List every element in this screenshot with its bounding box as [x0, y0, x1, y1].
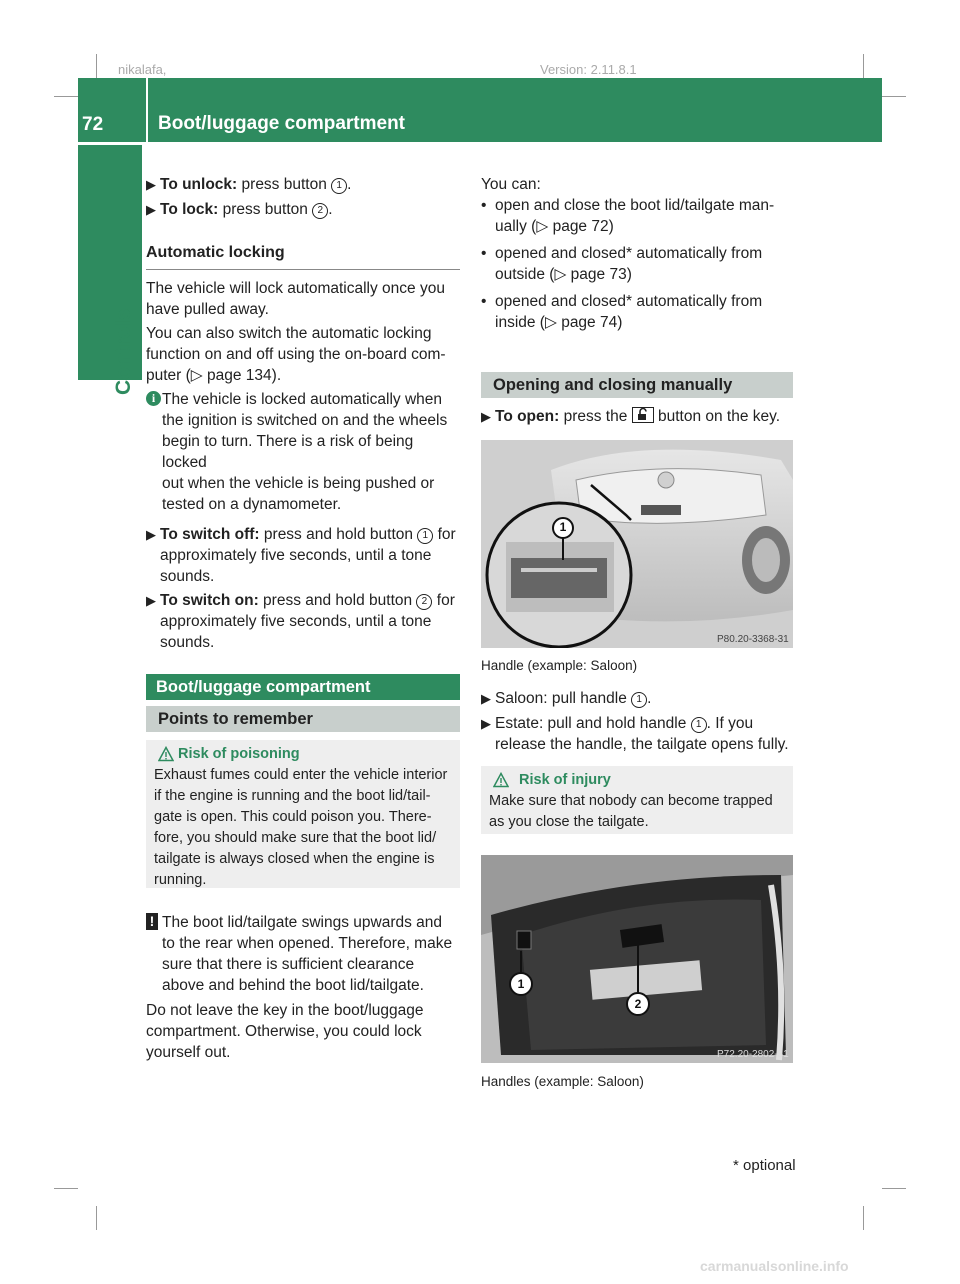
estate-instruction: ▶ Estate: pull and hold handle 1 . If you release the handle, the tailgate opens fully. [481, 715, 789, 753]
warning-title: Risk of injury [519, 772, 611, 788]
left-column-lower [146, 912, 462, 1063]
photo-caption: Handles (example: Saloon) [481, 1074, 644, 1089]
warning-text: Make sure that nobody can become trapped as you close the tailgate. [489, 793, 773, 830]
switch-on-instruction: ▶ To switch on: press and hold button 2 for approximately five seconds, until a tone sounds. [146, 592, 455, 651]
warning-title: Risk of poisoning [178, 746, 300, 762]
boot-handle-photo [481, 440, 793, 648]
warning-box-injury [481, 766, 793, 834]
unlock-key-icon [632, 407, 654, 423]
exclamation-icon: ! [146, 913, 158, 930]
crop-mark [863, 1206, 864, 1230]
info-note: i The vehicle is locked automatically when the ignition is switched on and the wheels begin to turn. There is a risk of being locked out when the vehicle is being pushed or tested on a dynamometer. [146, 389, 460, 515]
left-column [146, 174, 460, 653]
callout-number: 2 [312, 203, 328, 219]
paragraph: The vehicle will lock automatically once you have pulled away. [146, 280, 445, 318]
header-divider [146, 78, 148, 142]
callout-number: 2 [416, 594, 432, 610]
arrow-bullet-icon: ▶ [481, 409, 491, 424]
arrow-bullet-icon: ▶ [146, 593, 156, 608]
unlock-instruction: ▶ To unlock: press button 1 . [146, 176, 352, 193]
callout-number: 1 [417, 528, 433, 544]
saloon-instruction: ▶ Saloon: pull handle 1 . [481, 690, 652, 707]
open-instruction: ▶ To open: press the button on the key. [481, 408, 781, 425]
arrow-bullet-icon: ▶ [481, 716, 491, 731]
you-can-label: You can: [481, 176, 541, 193]
photo-caption: Handle (example: Saloon) [481, 658, 638, 673]
arrow-bullet-icon: ▶ [481, 691, 491, 706]
section-label: Controls [112, 308, 135, 395]
crop-mark [96, 1206, 97, 1230]
right-column [481, 174, 795, 333]
crop-mark [54, 96, 78, 97]
automatic-locking-heading: Automatic locking [146, 244, 285, 261]
page-title: Boot/luggage compartment [158, 113, 406, 134]
slug-left: nikalafa, [118, 62, 167, 77]
callout-number: 1 [691, 717, 707, 733]
arrow-bullet-icon: ▶ [146, 177, 156, 192]
callout-number: 1 [331, 178, 347, 194]
subsection-heading: Opening and closing manually [481, 372, 793, 398]
subsection-heading: Points to remember [146, 706, 460, 732]
crop-mark [54, 1188, 78, 1189]
warning-triangle-icon [158, 746, 174, 762]
switch-off-instruction: ▶ To switch off: press and hold button 1 for approximately five seconds, until a tone sounds. [146, 526, 456, 585]
crop-mark [863, 54, 864, 78]
heading-rule [146, 269, 460, 270]
crop-mark [882, 1188, 906, 1189]
list-item: • open and close the boot lid/tailgate man- ually (▷ page 72) [481, 197, 775, 235]
caution-note: ! The boot lid/tailgate swings upwards and to the rear when opened. Therefore, make sure that there is sufficient clearance above and behind the boot lid/tailgate. [146, 912, 462, 996]
boot-interior-illustration [481, 855, 793, 1063]
page-number: 72 [82, 114, 104, 135]
car-rear-illustration [481, 440, 793, 648]
paragraph: Do not leave the key in the boot/luggage compartment. Otherwise, you could lock yourself out. [146, 1002, 424, 1061]
crop-mark [882, 96, 906, 97]
lock-instruction: ▶ To lock: press button 2 . [146, 201, 333, 218]
handle-instructions [481, 688, 797, 755]
callout-number: 1 [559, 520, 567, 534]
photo-code: P80.20-3368-31 [717, 634, 789, 645]
crop-mark [96, 54, 97, 78]
slug-right: Version: 2.11.8.1 [540, 62, 637, 77]
callout-number: 1 [631, 692, 647, 708]
photo-code: P72.20-2802-31 [717, 1049, 789, 1060]
warning-triangle-icon [493, 772, 509, 788]
list-item: • opened and closed* automatically from inside (▷ page 74) [481, 293, 763, 331]
info-icon: i [146, 391, 161, 406]
boot-interior-photo [481, 855, 793, 1063]
callout-number: 2 [634, 997, 642, 1011]
paragraph: You can also switch the automatic locking function on and off using the on-board com- puter (▷ page 134). [146, 325, 446, 384]
section-heading: Boot/luggage compartment [146, 674, 460, 700]
warning-text: Exhaust fumes could enter the vehicle interior if the engine is running and the boot lid/tail- gate is open. This could poison you. There- fore, you should make sure that the boot lid/ tailgate is always closed when the engine is running. [154, 767, 448, 888]
callout-number: 1 [517, 977, 525, 991]
arrow-bullet-icon: ▶ [146, 202, 156, 217]
arrow-bullet-icon: ▶ [146, 527, 156, 542]
list-item: • opened and closed* automatically from outside (▷ page 73) [481, 245, 763, 283]
footnote: * optional [733, 1157, 796, 1174]
watermark: carmanualsonline.info [700, 1258, 849, 1274]
warning-box-poisoning [146, 740, 460, 888]
